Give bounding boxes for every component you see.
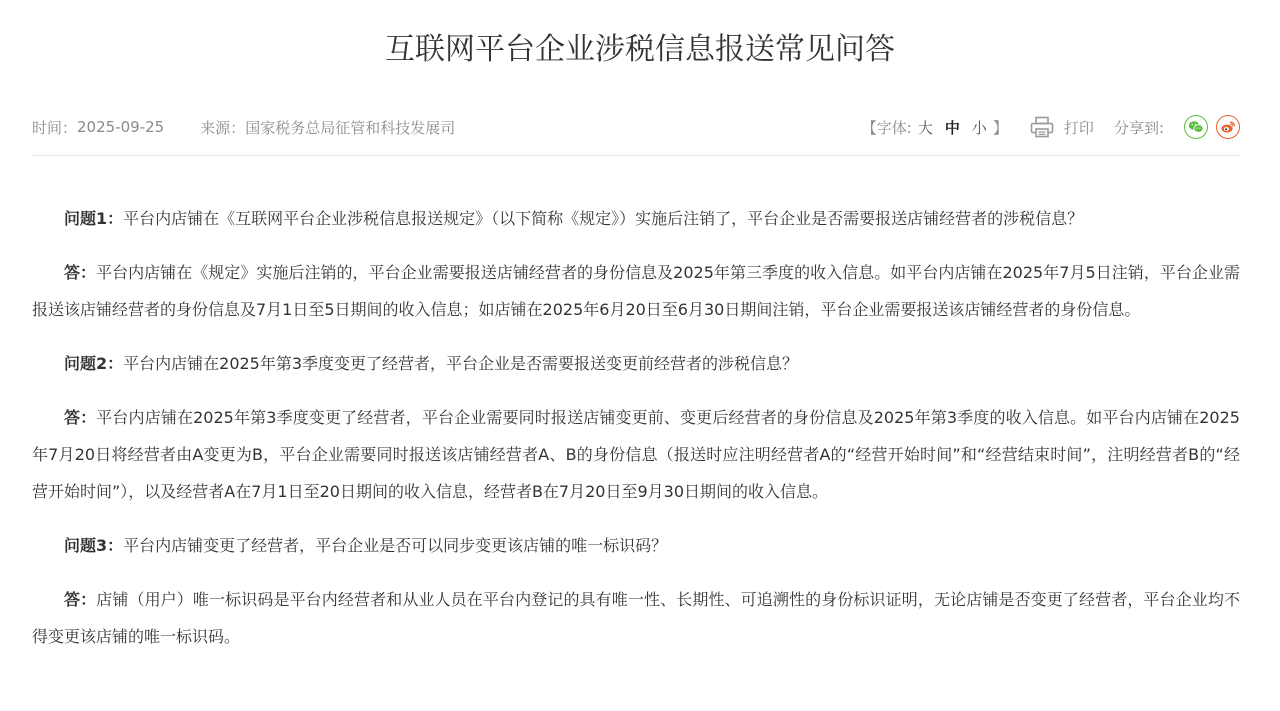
answer-lead: 答： xyxy=(64,408,97,427)
print-button[interactable] xyxy=(1030,116,1094,138)
question-lead: 问题2： xyxy=(64,354,124,373)
question-paragraph xyxy=(32,200,1240,237)
answer-paragraph xyxy=(32,399,1240,510)
article-body xyxy=(32,200,1240,672)
article-source-label: 来源： xyxy=(200,118,246,137)
article-source xyxy=(200,117,455,138)
publish-time xyxy=(32,117,164,138)
question-text: 平台内店铺变更了经营者，平台企业是否可以同步变更该店铺的唯一标识码？ xyxy=(123,536,668,555)
question-lead: 问题3： xyxy=(64,536,124,555)
question-text: 平台内店铺在2025年第3季度变更了经营者，平台企业是否需要报送变更前经营者的涉税信息？ xyxy=(123,354,799,373)
wechat-icon xyxy=(1188,120,1204,134)
answer-paragraph xyxy=(32,581,1240,655)
weibo-icon xyxy=(1220,120,1236,134)
article-meta-info xyxy=(32,117,491,138)
page-title: 互联网平台企业涉税信息报送常见问答 xyxy=(385,32,895,67)
publish-time-label: 时间： xyxy=(32,118,78,137)
answer-lead: 答： xyxy=(64,590,97,609)
font-size-large-button[interactable]: 大 xyxy=(917,118,933,137)
article-tools xyxy=(862,115,1240,139)
font-size-medium-button[interactable]: 中 xyxy=(944,118,960,137)
question-text: 平台内店铺在《互联网平台企业涉税信息报送规定》（以下简称《规定》）实施后注销了，平台企业是否需要报送店铺经营者的涉税信息？ xyxy=(123,209,1084,228)
share-label: 分享到: xyxy=(1113,118,1164,137)
font-size-close-bracket: 】 xyxy=(992,118,1008,137)
weibo-share-button[interactable] xyxy=(1216,115,1240,139)
printer-icon xyxy=(1030,116,1054,138)
article-source-value: 国家税务总局征管和科技发展司 xyxy=(245,118,456,137)
answer-lead: 答： xyxy=(64,263,97,282)
wechat-share-button[interactable] xyxy=(1184,115,1208,139)
answer-text: 平台内店铺在2025年第3季度变更了经营者，平台企业需要同时报送店铺变更前、变更后经营者的身份信息及2025年第3季度的收入信息。如平台内店铺在2025年7月20日将经营者由A变更为B，平台企业需要同时报送该店铺经营者A、B的身份信息（报送时应注明经营者A的“经营开始时间”和“经营结束时间”，注明经营者B的“经营开始时间”），以及经营者A在7月1日至20日期间的收入信息，经营者B在7月20日至9月30日期间的收入信息。 xyxy=(32,408,1240,501)
font-size-label: 【字体: xyxy=(861,118,912,137)
font-size-small-button[interactable]: 小 xyxy=(971,118,987,137)
font-size-switcher xyxy=(862,117,1008,138)
print-label: 打印 xyxy=(1063,118,1094,137)
article-meta-bar xyxy=(32,110,1240,144)
question-paragraph xyxy=(32,345,1240,382)
publish-time-value: 2025-09-25 xyxy=(77,118,165,136)
answer-text: 店铺（用户）唯一标识码是平台内经营者和从业人员在平台内登记的具有唯一性、长期性、可追溯性的身份标识证明，无论店铺是否变更了经营者，平台企业均不得变更该店铺的唯一标识码。 xyxy=(32,590,1240,646)
header-divider xyxy=(32,155,1240,156)
question-paragraph xyxy=(32,527,1240,564)
question-lead: 问题1： xyxy=(64,209,124,228)
answer-text: 平台内店铺在《规定》实施后注销的，平台企业需要报送店铺经营者的身份信息及2025年第三季度的收入信息。如平台内店铺在2025年7月5日注销，平台企业需报送该店铺经营者的身份信息及7月1日至5日期间的收入信息；如店铺在2025年6月20日至6月30日期间注销，平台企业需要报送该店铺经营者的身份信息。 xyxy=(32,263,1240,319)
answer-paragraph xyxy=(32,254,1240,328)
